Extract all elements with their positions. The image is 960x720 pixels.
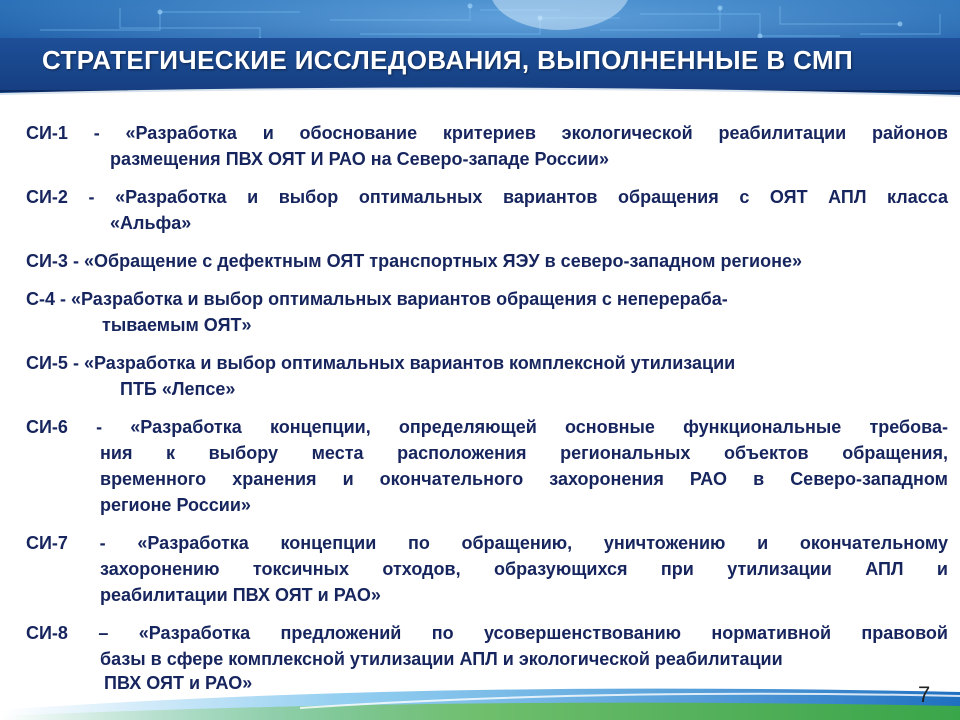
footer-wave <box>0 640 960 720</box>
item-line: тываемым ОЯТ» <box>102 315 252 335</box>
item-line: С-4 - «Разработка и выбор оптимальных вариантов обращения с неперераба- <box>26 289 728 309</box>
item-line: временного хранения и окончательного захоронения РАО в Северо-западном <box>100 469 948 489</box>
item-line: размещения ПВХ ОЯТ И РАО на Северо-западе России» <box>110 149 610 169</box>
item-line: «Альфа» <box>110 213 192 233</box>
item-line: ПВХ ОЯТ и РАО» <box>104 673 253 693</box>
item-line: СИ-7 - «Разработка концепции по обращению, уничтожению и окончательному <box>26 533 948 553</box>
item-line: ния к выбору места расположения региональных объектов обращения, <box>100 443 948 463</box>
item-line: ПТБ «Лепсе» <box>120 379 236 399</box>
item-line: базы в сфере комплексной утилизации АПЛ и экологической реабилитации <box>100 649 783 669</box>
item-line: СИ-1 - «Разработка и обоснование критериев экологической реабилитации районов <box>26 123 948 143</box>
item-line: СИ-2 - «Разработка и выбор оптимальных вариантов обращения с ОЯТ АПЛ класса <box>26 187 948 207</box>
item-line: реабилитации ПВХ ОЯТ и РАО» <box>100 585 381 605</box>
item-line: регионе России» <box>100 495 251 515</box>
item-line: захоронению токсичных отходов, образующихся при утилизации АПЛ и <box>100 559 948 579</box>
slide-title: СТРАТЕГИЧЕСКИЕ ИССЛЕДОВАНИЯ, ВЫПОЛНЕННЫЕ В СМП <box>42 45 854 75</box>
item-line: СИ-8 – «Разработка предложений по усовершенствованию нормативной правовой <box>26 623 948 643</box>
page-number: 7 <box>918 682 931 707</box>
item-line: СИ-5 - «Разработка и выбор оптимальных вариантов комплексной утилизации <box>26 353 736 373</box>
item-line: СИ-3 - «Обращение с дефектным ОЯТ транспортных ЯЭУ в северо-западном регионе» <box>26 251 802 271</box>
item-line: СИ-6 - «Разработка концепции, определяющей основные функциональные требова- <box>26 417 948 437</box>
